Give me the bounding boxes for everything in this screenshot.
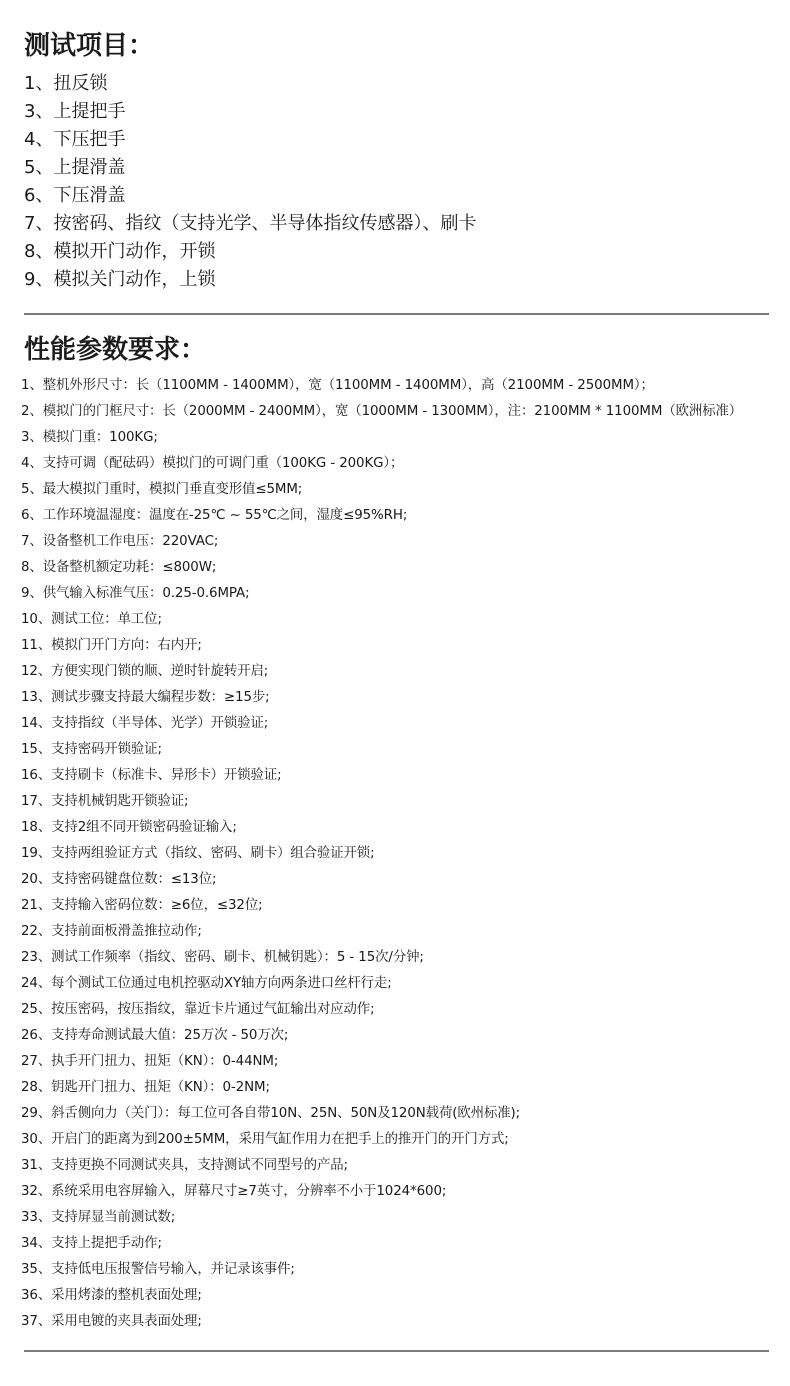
param-item: 23、测试工作频率（指纹、密码、刷卡、机械钥匙）：5 - 15次/分钟; [21,950,424,965]
param-item: 21、支持输入密码位数：≥6位，≤32位; [21,898,263,913]
param-item: 26、支持寿命测试最大值：25万次 - 50万次; [21,1028,289,1043]
section-divider [24,1350,769,1352]
test-item: 8、模拟开门动作，开锁 [24,241,216,262]
param-item: 12、方便实现门锁的顺、逆时针旋转开启; [21,664,269,679]
param-item: 4、支持可调（配砝码）模拟门的可调门重（100KG - 200KG）； [21,456,404,471]
param-item: 1、整机外形尺寸：长（1100MM - 1400MM），宽（1100MM - 1400MM），高（2100MM - 2500MM）； [21,378,654,393]
section-divider [24,313,769,315]
test-item: 1、扭反锁 [24,73,108,94]
param-item: 29、斜舌侧向力（关门）：每工位可各自带10N、25N、50N及120N载荷(欧州标准); [21,1106,521,1121]
param-item: 28、钥匙开门扭力、扭矩（KN）：0-2NM; [21,1080,270,1095]
test-item: 3、上提把手 [24,101,126,122]
param-item: 37、采用电镀的夹具表面处理; [21,1314,202,1329]
param-item: 19、支持两组验证方式（指纹、密码、刷卡）组合验证开锁; [21,846,375,861]
test-item: 9、模拟关门动作，上锁 [24,269,216,290]
param-item: 25、按压密码，按压指纹，靠近卡片通过气缸输出对应动作; [21,1002,375,1017]
test-items-title: 测试项目： [24,31,155,61]
performance-params-title: 性能参数要求： [24,335,207,365]
param-item: 15、支持密码开锁验证; [21,742,162,757]
param-item: 32、系统采用电容屏输入，屏幕尺寸≥7英寸，分辨率不小于1024*600; [21,1184,447,1199]
test-item: 4、下压把手 [24,129,126,150]
param-item: 27、执手开门扭力、扭矩（KN）：0-44NM; [21,1054,279,1069]
param-item: 14、支持指纹（半导体、光学）开锁验证; [21,716,269,731]
param-item: 16、支持刷卡（标准卡、异形卡）开锁验证; [21,768,282,783]
param-item: 5、最大模拟门重时，模拟门垂直变形值≤5MM; [21,482,303,497]
param-item: 31、支持更换不同测试夹具，支持测试不同型号的产品; [21,1158,348,1173]
param-item: 30、开启门的距离为到200±5MM，采用气缸作用力在把手上的推开门的开门方式; [21,1132,509,1147]
test-item: 6、下压滑盖 [24,185,126,206]
param-item: 2、模拟门的门框尺寸：长（2000MM - 2400MM），宽（1000MM - 1300MM），注：2100MM * 1100MM（欧洲标准） [21,404,743,419]
param-item: 18、支持2组不同开锁密码验证输入; [21,820,237,835]
param-item: 13、测试步骤支持最大编程步数：≥15步; [21,690,270,705]
test-items-list [24,70,476,294]
param-item: 8、设备整机额定功耗：≤800W; [21,560,217,575]
param-item: 7、设备整机工作电压：220VAC; [21,534,219,549]
param-item: 6、工作环境温湿度：温度在-25℃ ~ 55℃之间，湿度≤95%RH; [21,508,408,523]
param-item: 35、支持低电压报警信号输入，并记录该事件; [21,1262,295,1277]
param-item: 3、模拟门重：100KG; [21,430,158,445]
param-item: 36、采用烤漆的整机表面处理; [21,1288,202,1303]
param-item: 10、测试工位：单工位; [21,612,162,627]
performance-params-list [21,373,742,1335]
test-item: 7、按密码、指纹（支持光学、半导体指纹传感器）、刷卡 [24,213,477,234]
param-item: 33、支持屏显当前测试数; [21,1210,176,1225]
param-item: 9、供气输入标准气压：0.25-0.6MPA; [21,586,250,601]
param-item: 22、支持前面板滑盖推拉动作; [21,924,202,939]
param-item: 24、每个测试工位通过电机控驱动XY轴方向两条进口丝杆行走; [21,976,392,991]
param-item: 11、模拟门开门方向：右内开; [21,638,202,653]
param-item: 34、支持上提把手动作; [21,1236,162,1251]
test-item: 5、上提滑盖 [24,157,126,178]
param-item: 17、支持机械钥匙开锁验证; [21,794,189,809]
param-item: 20、支持密码键盘位数：≤13位; [21,872,217,887]
